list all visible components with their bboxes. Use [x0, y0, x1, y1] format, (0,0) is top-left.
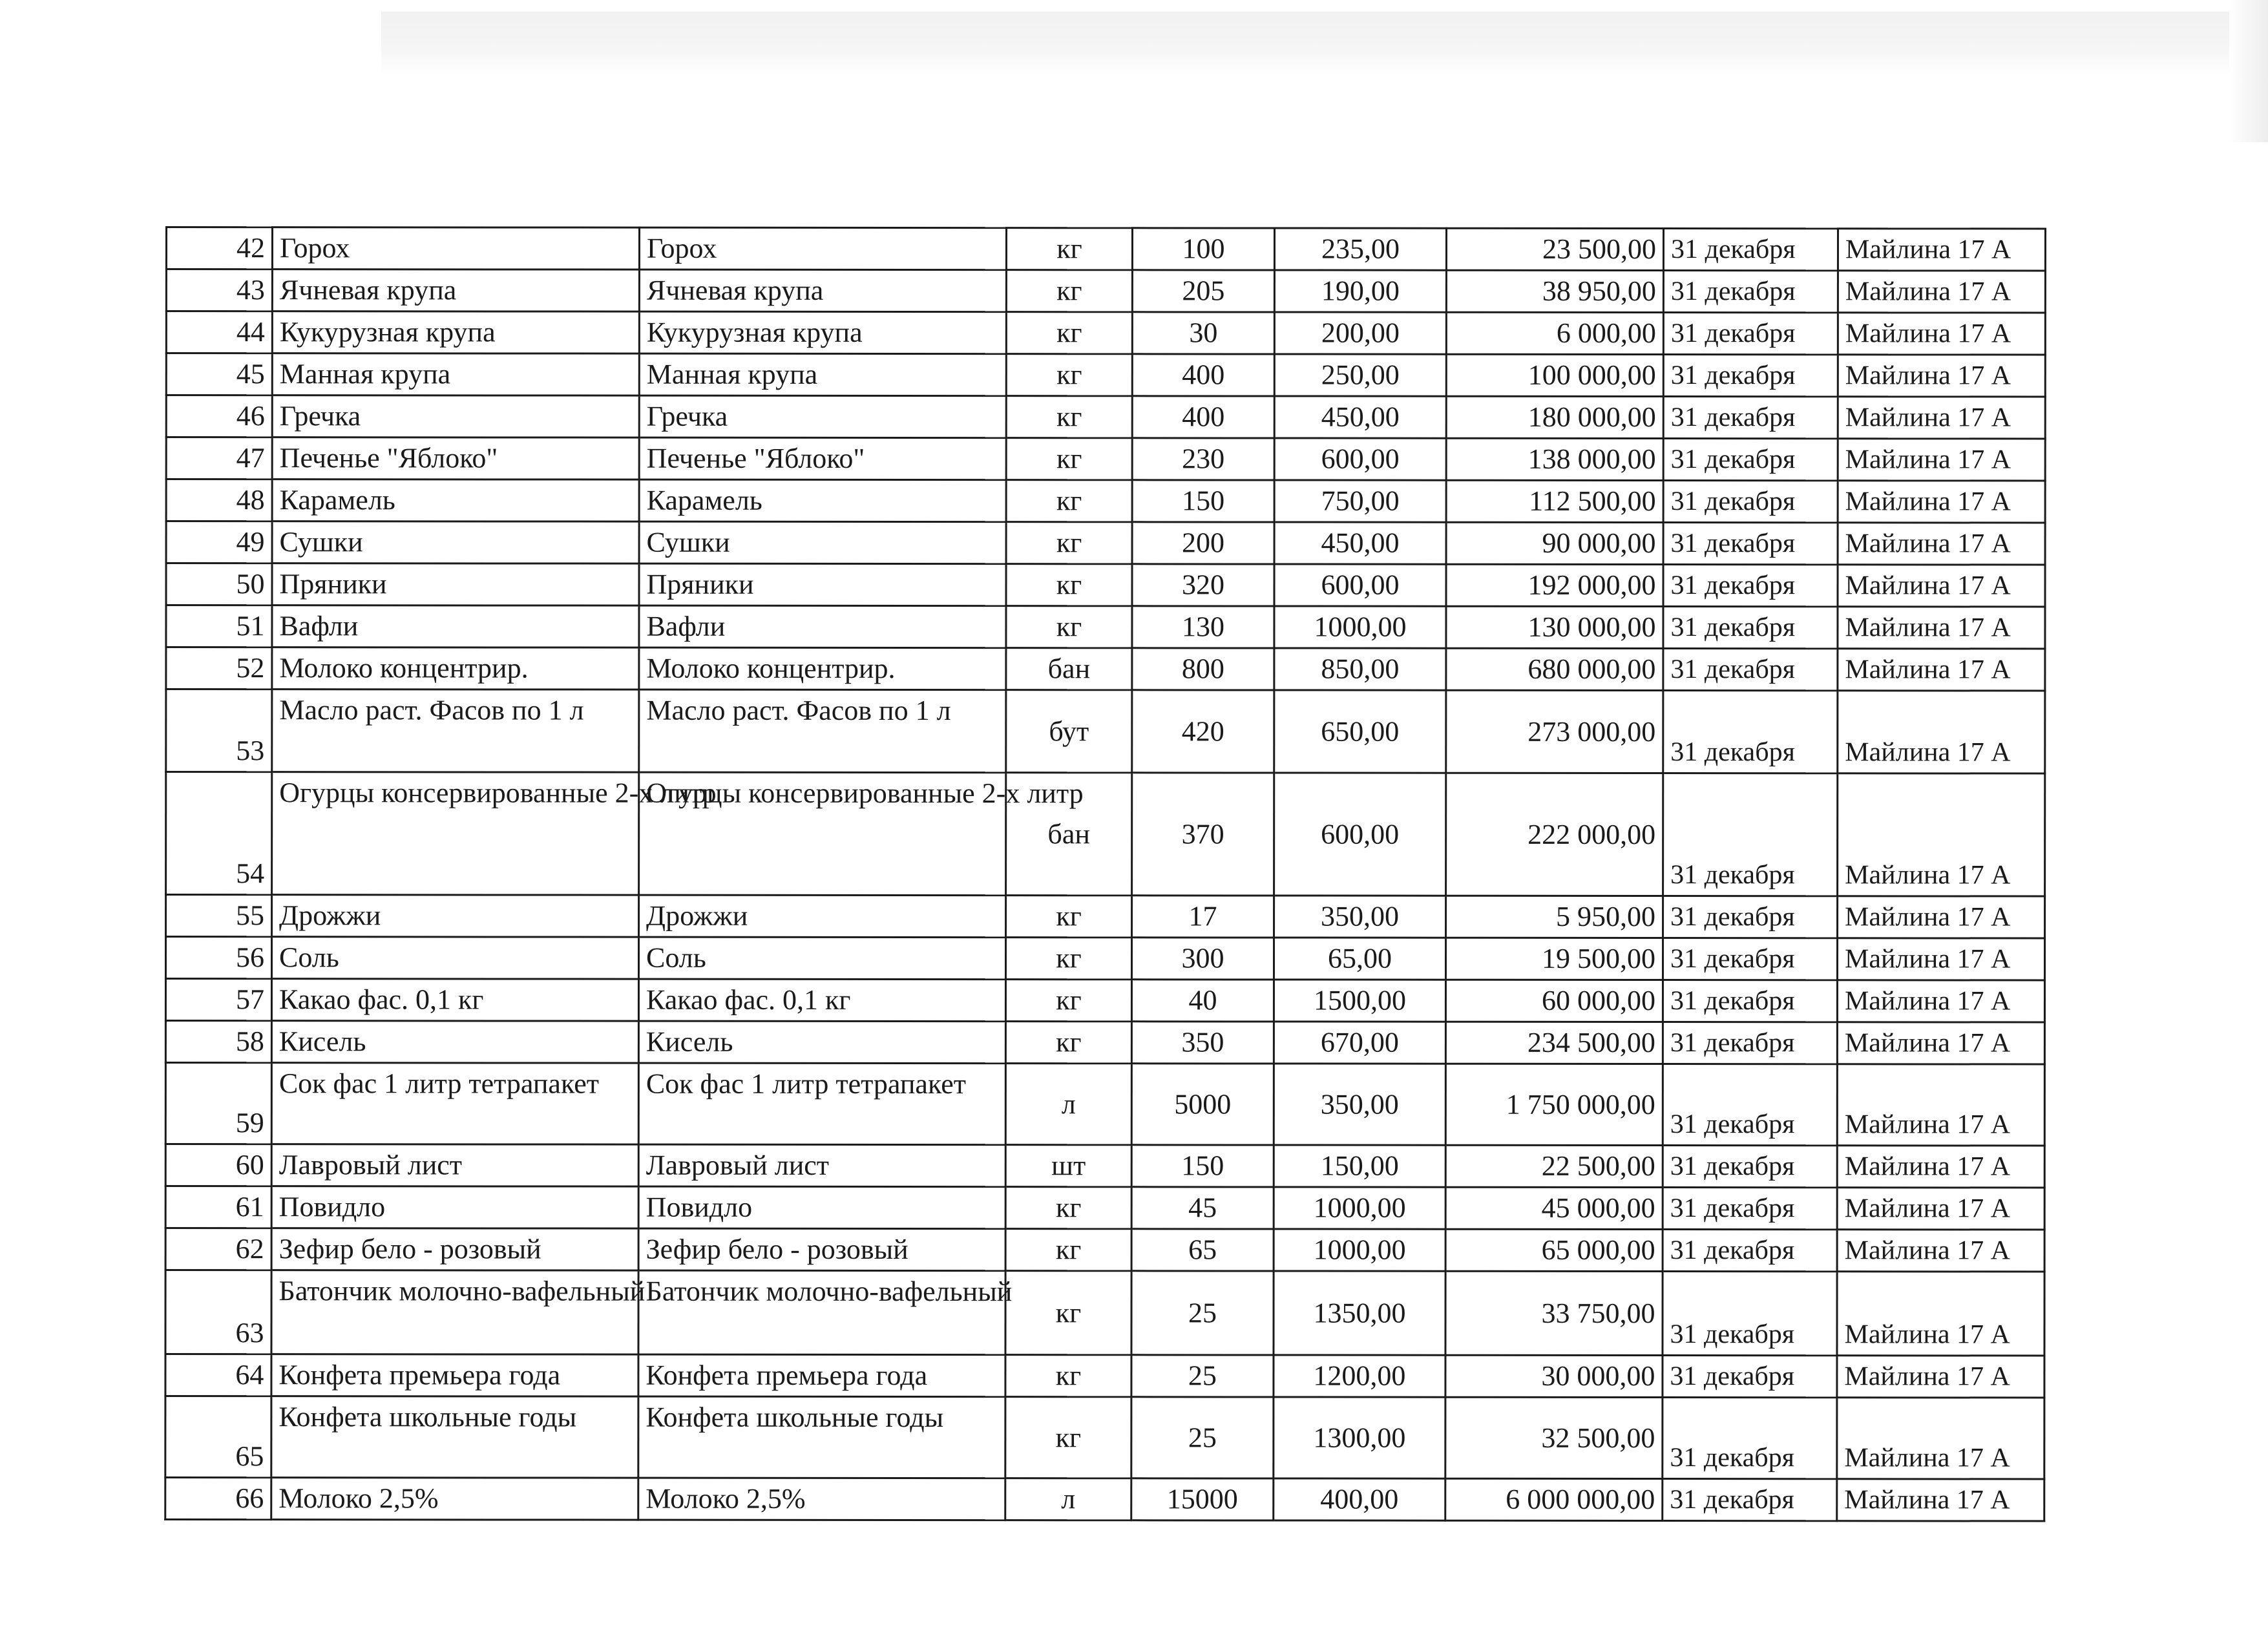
delivery-date: 31 декабря — [1663, 1022, 1837, 1064]
item-name: Соль — [271, 937, 638, 979]
unit-of-measure: кг — [1005, 938, 1131, 980]
item-description: Кисель — [638, 1021, 1005, 1063]
unit-price: 850,00 — [1274, 648, 1446, 690]
item-description: Конфета премьера года — [638, 1354, 1005, 1396]
delivery-address: Майлина 17 А — [1838, 523, 2045, 565]
unit-price: 190,00 — [1274, 270, 1446, 312]
delivery-address: Майлина 17 А — [1838, 565, 2045, 607]
total-amount: 22 500,00 — [1445, 1145, 1663, 1187]
unit-price: 200,00 — [1274, 312, 1446, 354]
total-amount: 38 950,00 — [1446, 270, 1663, 312]
quantity: 25 — [1131, 1271, 1274, 1355]
total-amount: 65 000,00 — [1445, 1229, 1663, 1271]
total-amount: 130 000,00 — [1446, 606, 1663, 648]
delivery-date: 31 декабря — [1663, 355, 1838, 397]
row-number: 61 — [165, 1186, 271, 1228]
unit-of-measure: кг — [1006, 564, 1132, 606]
delivery-date: 31 декабря — [1663, 773, 1838, 896]
table-row — [166, 521, 2045, 565]
delivery-address: Майлина 17 А — [1838, 773, 2045, 896]
unit-price: 1000,00 — [1274, 1229, 1445, 1271]
unit-of-measure: кг — [1005, 1271, 1131, 1355]
item-name: Зефир бело - розовый — [271, 1228, 638, 1270]
unit-price: 670,00 — [1274, 1022, 1445, 1064]
item-name: Манная крупа — [272, 353, 639, 395]
row-number: 44 — [166, 311, 272, 353]
quantity: 17 — [1132, 896, 1274, 938]
unit-price: 1300,00 — [1274, 1397, 1445, 1478]
item-description: Соль — [638, 937, 1005, 979]
delivery-date: 31 декабря — [1663, 565, 1838, 607]
quantity: 65 — [1131, 1229, 1274, 1271]
delivery-address: Майлина 17 А — [1838, 439, 2045, 481]
unit-price: 1500,00 — [1274, 980, 1445, 1022]
quantity: 25 — [1131, 1397, 1274, 1478]
unit-of-measure: кг — [1006, 480, 1132, 522]
table-row — [165, 1021, 2044, 1065]
table-row — [165, 1144, 2044, 1188]
total-amount: 6 000,00 — [1446, 312, 1663, 354]
item-name: Вафли — [272, 605, 639, 647]
delivery-address: Майлина 17 А — [1837, 1356, 2044, 1398]
item-description: Пряники — [639, 563, 1006, 605]
row-number: 66 — [165, 1478, 271, 1520]
delivery-address: Майлина 17 А — [1837, 1188, 2044, 1230]
row-number: 56 — [165, 937, 271, 979]
delivery-address: Майлина 17 А — [1837, 1398, 2044, 1479]
quantity: 400 — [1132, 396, 1274, 438]
row-number: 63 — [165, 1270, 271, 1354]
table-row — [165, 1354, 2044, 1398]
table-row — [165, 1396, 2044, 1480]
delivery-address: Майлина 17 А — [1838, 229, 2045, 271]
item-name: Сушки — [272, 521, 639, 563]
item-name: Лавровый лист — [271, 1144, 638, 1186]
row-number: 53 — [166, 689, 272, 772]
item-name: Сок фас 1 литр тетрапакет — [271, 1063, 638, 1144]
table-row — [166, 563, 2045, 607]
item-name: Огурцы консервированные 2-х литр — [272, 772, 639, 895]
row-number: 55 — [166, 895, 272, 937]
total-amount: 45 000,00 — [1445, 1187, 1663, 1229]
table-row — [165, 1270, 2044, 1356]
delivery-date: 31 декабря — [1663, 1146, 1837, 1188]
table-row — [166, 395, 2045, 439]
unit-of-measure: л — [1005, 1064, 1131, 1145]
item-name: Пряники — [272, 563, 639, 605]
delivery-address: Майлина 17 А — [1837, 1479, 2044, 1521]
delivery-date: 31 декабря — [1663, 1356, 1837, 1398]
total-amount: 112 500,00 — [1446, 480, 1663, 522]
delivery-address: Майлина 17 А — [1838, 607, 2045, 649]
table-row — [165, 937, 2044, 981]
total-amount: 33 750,00 — [1445, 1271, 1663, 1355]
unit-price: 650,00 — [1274, 690, 1446, 773]
row-number: 46 — [166, 395, 272, 437]
row-number: 62 — [165, 1228, 271, 1270]
table-row — [166, 605, 2045, 649]
item-name: Какао фас. 0,1 кг — [271, 979, 638, 1021]
delivery-address: Майлина 17 А — [1838, 649, 2045, 691]
quantity: 230 — [1132, 438, 1274, 480]
table-row — [165, 1478, 2044, 1522]
unit-of-measure: кг — [1005, 1187, 1131, 1229]
item-description: Горох — [639, 227, 1006, 269]
unit-price: 235,00 — [1274, 228, 1446, 270]
item-description: Конфета школьные годы — [638, 1396, 1005, 1478]
item-name: Карамель — [272, 479, 639, 521]
delivery-date: 31 декабря — [1663, 1064, 1837, 1146]
unit-of-measure: бан — [1006, 773, 1132, 896]
quantity: 205 — [1132, 270, 1274, 312]
delivery-date: 31 декабря — [1663, 1479, 1837, 1521]
item-name: Горох — [272, 227, 639, 269]
total-amount: 32 500,00 — [1445, 1397, 1663, 1478]
quantity: 130 — [1132, 606, 1274, 648]
unit-price: 65,00 — [1274, 938, 1445, 980]
unit-price: 600,00 — [1274, 564, 1446, 606]
unit-price: 250,00 — [1274, 354, 1446, 396]
unit-of-measure: кг — [1006, 396, 1132, 438]
item-name: Кукурузная крупа — [272, 311, 639, 353]
row-number: 47 — [166, 437, 272, 479]
item-name: Масло раст. Фасов по 1 л — [272, 689, 639, 772]
quantity: 800 — [1132, 648, 1274, 690]
unit-of-measure: кг — [1005, 1397, 1131, 1478]
delivery-address: Майлина 17 А — [1837, 938, 2044, 980]
delivery-date: 31 декабря — [1663, 481, 1838, 523]
unit-of-measure: кг — [1006, 228, 1132, 270]
quantity: 150 — [1132, 480, 1274, 522]
delivery-date: 31 декабря — [1663, 649, 1838, 691]
unit-price: 400,00 — [1274, 1478, 1445, 1520]
quantity: 350 — [1131, 1022, 1274, 1064]
quantity: 45 — [1131, 1187, 1274, 1229]
item-description: Какао фас. 0,1 кг — [638, 979, 1005, 1021]
unit-of-measure: кг — [1006, 312, 1132, 354]
item-description: Лавровый лист — [638, 1144, 1005, 1186]
item-name: Молоко концентрир. — [272, 647, 639, 689]
total-amount: 222 000,00 — [1446, 773, 1663, 896]
table-row — [166, 311, 2045, 355]
table-row — [166, 353, 2045, 397]
table-row — [166, 479, 2045, 523]
delivery-date: 31 декабря — [1663, 1230, 1837, 1272]
unit-of-measure: кг — [1006, 270, 1132, 312]
scan-shadow-band — [381, 12, 2255, 76]
row-number: 54 — [166, 772, 272, 895]
item-name: Батончик молочно-вафельный — [271, 1270, 638, 1354]
procurement-table — [164, 226, 2046, 1522]
unit-of-measure: л — [1005, 1478, 1131, 1520]
item-description: Масло раст. Фасов по 1 л — [639, 689, 1006, 772]
item-name: Гречка — [272, 395, 639, 437]
item-description: Кукурузная крупа — [639, 311, 1006, 353]
total-amount: 138 000,00 — [1446, 438, 1663, 480]
delivery-address: Майлина 17 А — [1837, 1146, 2044, 1188]
total-amount: 30 000,00 — [1445, 1355, 1663, 1397]
row-number: 43 — [166, 269, 272, 311]
delivery-date: 31 декабря — [1663, 439, 1838, 481]
delivery-date: 31 декабря — [1663, 980, 1837, 1022]
delivery-date: 31 декабря — [1663, 1398, 1837, 1479]
item-name: Дрожжи — [272, 895, 639, 937]
unit-of-measure: кг — [1005, 980, 1131, 1022]
delivery-address: Майлина 17 А — [1838, 691, 2045, 773]
delivery-date: 31 декабря — [1663, 896, 1838, 938]
table-row — [166, 647, 2045, 691]
unit-price: 150,00 — [1274, 1145, 1445, 1187]
total-amount: 192 000,00 — [1446, 564, 1663, 606]
delivery-address: Майлина 17 А — [1838, 271, 2045, 313]
table-row — [166, 689, 2045, 774]
item-name: Конфета школьные годы — [271, 1396, 638, 1478]
delivery-address: Майлина 17 А — [1838, 481, 2045, 523]
delivery-address: Майлина 17 А — [1838, 355, 2045, 397]
table-row — [165, 1186, 2044, 1230]
table-row — [166, 895, 2045, 939]
unit-of-measure: кг — [1006, 522, 1132, 564]
item-description: Зефир бело - розовый — [638, 1228, 1005, 1270]
total-amount: 90 000,00 — [1446, 522, 1663, 564]
delivery-date: 31 декабря — [1663, 938, 1837, 980]
delivery-date: 31 декабря — [1663, 313, 1838, 355]
table-row — [165, 979, 2044, 1023]
item-name: Повидло — [271, 1186, 638, 1228]
row-number: 65 — [165, 1396, 271, 1478]
unit-price: 600,00 — [1274, 773, 1446, 896]
delivery-date: 31 декабря — [1663, 271, 1838, 313]
table-row — [166, 227, 2045, 271]
item-description: Гречка — [639, 395, 1006, 437]
total-amount: 60 000,00 — [1445, 980, 1663, 1022]
item-description: Огурцы консервированные 2-х литр — [639, 772, 1006, 895]
unit-price: 350,00 — [1274, 896, 1446, 938]
quantity: 100 — [1132, 228, 1274, 270]
unit-of-measure: кг — [1006, 606, 1132, 648]
unit-price: 350,00 — [1274, 1064, 1445, 1145]
quantity: 400 — [1132, 354, 1274, 396]
unit-price: 1200,00 — [1274, 1355, 1445, 1397]
delivery-date: 31 декабря — [1663, 523, 1838, 565]
delivery-address: Майлина 17 А — [1837, 980, 2044, 1022]
row-number: 60 — [165, 1144, 271, 1186]
item-name: Ячневая крупа — [272, 269, 639, 311]
item-description: Манная крупа — [639, 353, 1006, 395]
delivery-address: Майлина 17 А — [1837, 1064, 2044, 1146]
table-row — [166, 437, 2045, 481]
quantity: 25 — [1131, 1355, 1274, 1397]
quantity: 320 — [1132, 564, 1274, 606]
row-number: 45 — [166, 353, 272, 395]
unit-of-measure: кг — [1005, 1229, 1131, 1271]
table-row — [165, 1063, 2044, 1146]
row-number: 57 — [165, 979, 271, 1021]
quantity: 420 — [1132, 690, 1274, 773]
unit-price: 1000,00 — [1274, 1187, 1445, 1229]
delivery-date: 31 декабря — [1663, 691, 1838, 773]
item-name: Печенье "Яблоко" — [272, 437, 639, 479]
delivery-address: Майлина 17 А — [1837, 1230, 2044, 1272]
unit-of-measure: бан — [1006, 648, 1132, 690]
total-amount: 23 500,00 — [1446, 228, 1663, 270]
item-description: Сок фас 1 литр тетрапакет — [638, 1063, 1005, 1144]
total-amount: 273 000,00 — [1446, 690, 1663, 773]
item-description: Молоко концентрир. — [639, 647, 1006, 689]
row-number: 59 — [165, 1063, 271, 1144]
unit-of-measure: кг — [1006, 896, 1132, 938]
item-description: Сушки — [639, 521, 1006, 563]
delivery-address: Майлина 17 А — [1838, 313, 2045, 355]
scan-edge-shadow — [2229, 0, 2268, 142]
item-name: Молоко 2,5% — [271, 1478, 638, 1520]
item-description: Печенье "Яблоко" — [639, 437, 1006, 479]
item-description: Батончик молочно-вафельный — [638, 1270, 1005, 1354]
unit-price: 450,00 — [1274, 522, 1446, 564]
unit-price: 1350,00 — [1274, 1271, 1445, 1355]
unit-of-measure: кг — [1005, 1355, 1131, 1397]
delivery-address: Майлина 17 А — [1838, 397, 2045, 439]
delivery-address: Майлина 17 А — [1837, 1022, 2044, 1064]
item-description: Карамель — [639, 479, 1006, 521]
delivery-date: 31 декабря — [1663, 229, 1838, 271]
quantity: 150 — [1131, 1145, 1274, 1187]
table-body — [165, 227, 2046, 1522]
unit-price: 600,00 — [1274, 438, 1446, 480]
total-amount: 180 000,00 — [1446, 396, 1663, 438]
unit-of-measure: кг — [1005, 1022, 1131, 1064]
quantity: 370 — [1132, 773, 1274, 896]
total-amount: 19 500,00 — [1445, 938, 1663, 980]
unit-of-measure: бут — [1006, 690, 1132, 773]
total-amount: 6 000 000,00 — [1445, 1478, 1663, 1520]
delivery-date: 31 декабря — [1663, 1188, 1837, 1230]
table-row — [165, 1228, 2044, 1272]
unit-of-measure: кг — [1006, 438, 1132, 480]
quantity: 30 — [1132, 312, 1274, 354]
row-number: 49 — [166, 521, 272, 563]
row-number: 58 — [165, 1021, 271, 1063]
unit-price: 450,00 — [1274, 396, 1446, 438]
delivery-address: Майлина 17 А — [1838, 896, 2045, 938]
item-description: Дрожжи — [639, 895, 1006, 937]
unit-of-measure: шт — [1005, 1145, 1131, 1187]
item-description: Вафли — [639, 605, 1006, 647]
unit-price: 1000,00 — [1274, 606, 1446, 648]
total-amount: 234 500,00 — [1445, 1022, 1663, 1064]
row-number: 52 — [166, 647, 272, 689]
total-amount: 680 000,00 — [1446, 648, 1663, 690]
table-row — [166, 269, 2045, 313]
row-number: 48 — [166, 479, 272, 521]
quantity: 15000 — [1131, 1478, 1274, 1520]
row-number: 64 — [165, 1354, 271, 1396]
quantity: 5000 — [1131, 1064, 1274, 1145]
total-amount: 100 000,00 — [1446, 354, 1663, 396]
delivery-date: 31 декабря — [1663, 397, 1838, 439]
item-name: Конфета премьера года — [271, 1354, 638, 1396]
total-amount: 1 750 000,00 — [1445, 1064, 1663, 1145]
table-row — [166, 772, 2045, 897]
row-number: 42 — [166, 227, 272, 269]
item-description: Повидло — [638, 1186, 1005, 1228]
quantity: 300 — [1131, 938, 1274, 980]
quantity: 40 — [1131, 980, 1274, 1022]
total-amount: 5 950,00 — [1446, 896, 1663, 938]
row-number: 50 — [166, 563, 272, 605]
delivery-date: 31 декабря — [1663, 1272, 1837, 1356]
item-description: Молоко 2,5% — [638, 1478, 1005, 1520]
unit-price: 750,00 — [1274, 480, 1446, 522]
item-name: Кисель — [271, 1021, 638, 1063]
delivery-date: 31 декабря — [1663, 607, 1838, 649]
quantity: 200 — [1132, 522, 1274, 564]
row-number: 51 — [166, 605, 272, 647]
unit-of-measure: кг — [1006, 354, 1132, 396]
item-description: Ячневая крупа — [639, 269, 1006, 311]
delivery-address: Майлина 17 А — [1837, 1272, 2044, 1356]
